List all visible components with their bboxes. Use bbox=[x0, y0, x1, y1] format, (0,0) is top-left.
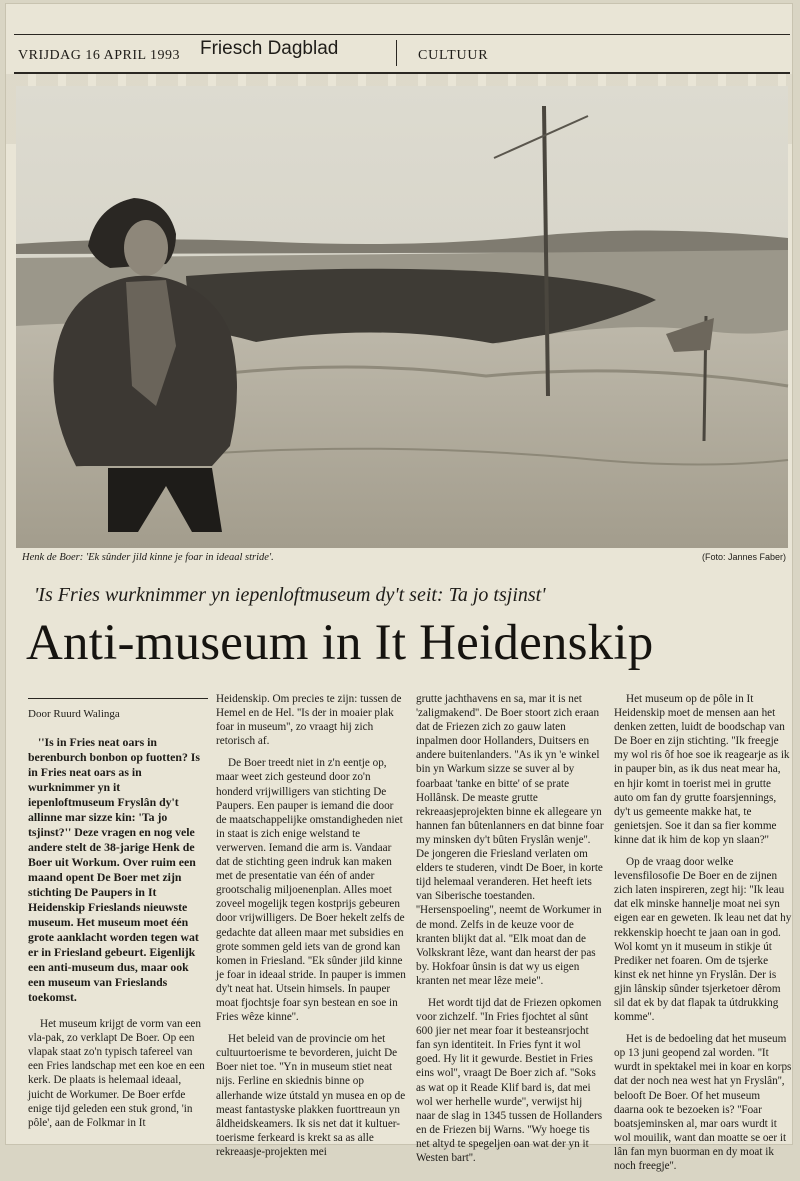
article-paragraph: grutte jachthavens en sa, mar it is net 'zaligmakend''. De Boer stoort zich eraan dat de Friezen zich zo gauw laten inpalmen door Hollanders, Duitsers en andere buitenlanders. ''As ik yn 'e winkel bin yn Warkum sizze se suver al by foarbaat 'tanke en bitte' of se prate Hollânsk. De measte grutte rekreaasjeprojekten binne ek allegeare yn hannen fan bûtenlanners en dat binne foar my minsken dy't bûten Fryslân wenje''. De jongeren die Friesland verlaten om elders te studeren, vindt De Boer, in korte tijd helemaal veranderen. Het heeft iets van Siberische toestanden. ''Hersenspoeling'', neemt de Workumer in de mond. Zelfs in de keuze voor de kranten blijkt dat al. ''Elk moat dan de Volkskrant lêze, want dan hearst der pas by. Hokfoar ûnsin is dat wy us eigen kranten net mear lêze meie''. bbox=[416, 693, 604, 987]
article-paragraph: Op de vraag door welke levensfilosofie De Boer en de zijnen zich laten inspireren, zegt hij: ''Ik leau dat elk minske hannelje moat nei syn eigen ear en geweten. Ik leau net dat hy rekkenskip hoecht te jaan oan in god. Wol komt yn it museum in stikje út Prediker net foaren. Om de tsjerke kinst ek net hinne yn Fryslân. Der is gjin lânskip sûnder tsjerketoer dêrom sil dat ek by dat flapak ta útdrukking komme''. bbox=[614, 856, 792, 1024]
article-paragraph: De Boer treedt niet in z'n eentje op, maar weet zich gesteund door zo'n honderd vrijwilligers van stichting De Paupers. Een pauper is iemand die door de maatschappelijke omstandigheden niet in staat is zich enige welstand te verwerven. Iemand die arm is. Vandaar dat de stichting geen indruk kan maken met de presentatie van één of ander grootschalig miljoenenplan. Alles moet zoveel mogelijk tegen kostprijs gebeuren door vrijwilligers. De Boer hekelt zelfs de gedachte dat alleen maar met subsidies en grote sommen geld iets van de grond kan komen in Friesland. ''Ek sûnder jild kinne je foar in ideaal stride. In pauper is immen dy't neat hat. Utsein himsels. In pauper moat fjochtsje foar syn bestean en soe in Fries wêze kinne''. bbox=[216, 757, 406, 1024]
article-column-2 bbox=[216, 692, 406, 1167]
article-lead: ''Is in Fries neat oars in berenburch bonbon op fuotten? Is in Fries neat oars as in wurknimmer yn it iepenloftmuseum Fryslân dy't allinne mar sizze kin: 'Ta jo tsjinst?'' Deze vragen en nog vele andere stelt de 38-jarige Henk de Boer uit Workum. Over ruim een maand opent De Boer met zijn stichting De Paupers in It Heidenskip Frieslands nieuwste museum. Het museum moet één grote aanklacht worden tegen wat er in Friesland gebeurt. Eigenlijk een anti-museum dus, maar ook een museum van Frieslands toekomst. bbox=[28, 735, 200, 1005]
photo-caption: Henk de Boer: 'Ek sûnder jild kinne je foar in ideaal stride'. bbox=[22, 552, 274, 563]
article-paragraph: Het wordt tijd dat de Friezen opkomen voor zichzelf. ''In Fries fjochtet al sûnt 600 jier net mear foar it besteansrjocht fan syn identiteit. In Fries fynt it wol goed. Hy lit it gewurde. Bestiet in Fries eins wol'', vraagt De Boer zich af. ''Soks as wat op it Reade Klif bard is, dat mei wol wer herhelle wurde'', verwijst hij naar de slag in 1345 tussen de Hollanders en de Friezen bij Warns. ''Wy hoege tis net altyd te spegeljen oan wat der yn it Westen bart''. bbox=[416, 996, 603, 1164]
article-column-1 bbox=[28, 698, 208, 1138]
newspaper-clipping bbox=[6, 4, 792, 1172]
article-subhead: 'Is Fries wurknimmer yn iepenloftmuseum dy't seit: Ta jo tsjinst' bbox=[34, 584, 546, 606]
article-column-4 bbox=[614, 692, 792, 1181]
article-paragraph: Het is de bedoeling dat het museum op 13 juni geopend zal worden. ''It wurdt in spektakel mei in koar en korps dat der noch nea west hat yn Fryslân'', belooft De Boer. Of het museum daarna ook te bezoeken is? ''Foar boatsjeminsken al, mar oars wurdt it wol mouilik, want dan moatte se oer it lân fan myn buorman en dy moat ik noch freegje''. bbox=[614, 1033, 792, 1172]
article-paragraph: Het museum op de pôle in It Heidenskip moet de mensen aan het denken zetten, luidt de boodschap van De Boer en zijn stichting. ''Ik freegje my wol ris ôf hoe soe ik reagearje as ik in pauper bin, as ik dus neat mear ha, en hjir komt in toerist mei in grutte auto om fan dy grutte foarsjennings, dy't us gemeente makke hat, te genietsjen. Soe it dan sa fier komme kinne dat ik him de kop yn slaan?'' bbox=[614, 693, 790, 846]
masthead bbox=[14, 34, 790, 78]
section-name: CULTUUR bbox=[418, 48, 489, 63]
article-column-3 bbox=[416, 692, 604, 1173]
article-headline: Anti-museum in It Heidenskip bbox=[26, 615, 654, 671]
article-paragraph: Heidenskip. Om precies te zijn: tussen de Hemel en de Hel. ''Is der in moaier plak foar in museum'', zo vraagt hij zich retorisch af. bbox=[216, 693, 402, 748]
article-photo bbox=[16, 86, 788, 548]
byline: Door Ruurd Walinga bbox=[28, 708, 120, 720]
newspaper-name: Friesch Dagblad bbox=[200, 38, 339, 59]
article-paragraph: Het beleid van de provincie om het cultuurtoerisme te bevorderen, juicht De Boer niet toe. ''Yn in museum stiet neat nijs. Ferline en skiednis binne op allerhande wize útstald yn musea en op de meast fantastyske plakken fuorttreaun yn âldheidskeamers. Ik sis net dat it kultuer-toerisme ferkeard is krekt sa as alle rekreaasje-projekten mei bbox=[216, 1033, 406, 1158]
issue-date: VRIJDAG 16 APRIL 1993 bbox=[18, 48, 181, 63]
article-paragraph: Het museum krijgt de vorm van een vla-pak, zo verklapt De Boer. Op een vlapak staat zo'n typisch tafereel van een Fries landschap met een koe en een kerk. De plaats is helemaal ideaal, juicht de Workumer. De Boer erfde enige tijd geleden een stuk grond, 'in pôle', aan de Folkmar in It bbox=[28, 1018, 205, 1129]
photo-credit: (Foto: Jannes Faber) bbox=[701, 552, 786, 562]
